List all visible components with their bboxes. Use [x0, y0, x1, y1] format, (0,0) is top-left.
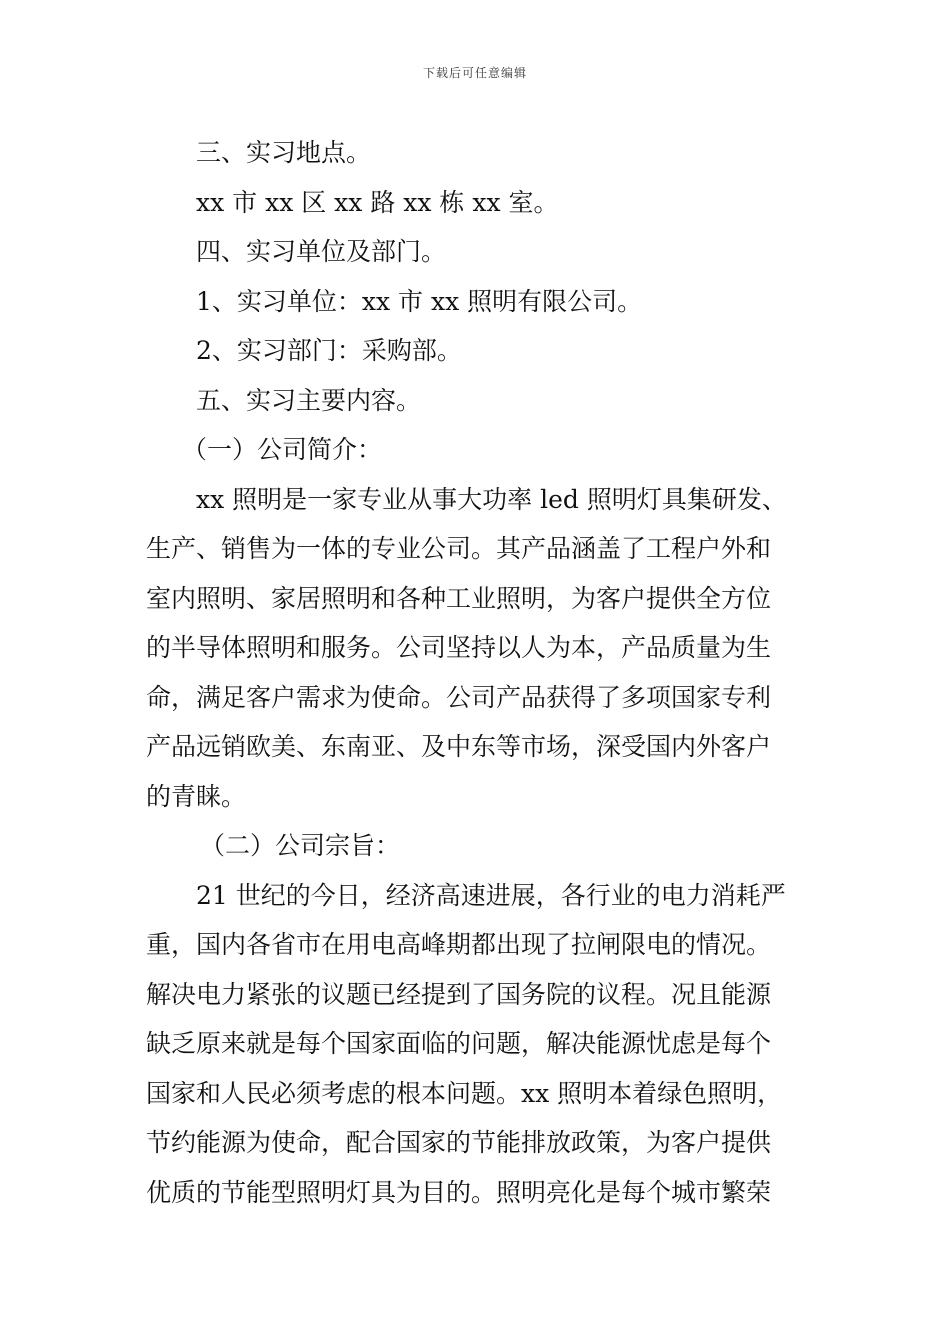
paragraph-line: 缺乏原来就是每个国家面临的问题，解决能源忧虑是每个 [146, 1029, 772, 1058]
section-heading-unit: 四、实习单位及部门。 [196, 237, 447, 266]
paragraph-line: xx 照明是一家专业从事大功率 led 照明灯具集研发、 [196, 484, 787, 514]
paragraph-line: 的半导体照明和服务。公司坚持以人为本，产品质量为生 [146, 633, 772, 662]
unit-item-company: 1、实习单位：xx 市 xx 照明有限公司。 [196, 286, 643, 316]
company-purpose-paragraph [146, 871, 814, 1218]
subsection-heading-purpose: （二）公司宗旨： [200, 831, 401, 860]
section-heading-location: 三、实习地点。 [196, 138, 372, 167]
location-text: xx 市 xx 区 xx 路 xx 栋 xx 室。 [196, 187, 559, 217]
paragraph-line: 节约能源为使命，配合国家的节能排放政策，为客户提供 [146, 1128, 772, 1157]
section-heading-content: 五、实习主要内容。 [196, 385, 422, 415]
paragraph-line: 重，国内各省市在用电高峰期都出现了拉闸限电的情况。 [146, 930, 772, 959]
paragraph-line: 生产、销售为一体的专业公司。其产品涵盖了工程户外和 [146, 534, 772, 563]
company-profile-paragraph [146, 475, 814, 822]
paragraph-line: 室内照明、家居照明和各种工业照明，为客户提供全方位 [146, 583, 772, 613]
subsection-heading-profile: （一）公司简介： [182, 435, 383, 464]
document-body [146, 128, 814, 1217]
paragraph-line: 国家和人民必须考虑的根本问题。xx 照明本着绿色照明， [146, 1078, 783, 1108]
paragraph-line: 命，满足客户需求为使命。公司产品获得了多项国家专利 [146, 682, 772, 712]
paragraph-line: 优质的节能型照明灯具为目的。照明亮化是每个城市繁荣 [146, 1177, 772, 1207]
paragraph-line: 解决电力紧张的议题已经提到了国务院的议程。况且能源 [146, 979, 772, 1009]
unit-item-department: 2、实习部门：采购部。 [196, 336, 462, 365]
paragraph-line: 的青睐。 [146, 781, 247, 811]
header-note: 下载后可任意编辑 [422, 66, 527, 80]
paragraph-line: 21 世纪的今日，经济高速进展，各行业的电力消耗严 [196, 880, 786, 910]
paragraph-line: 产品远销欧美、东南亚、及中东等市场，深受国内外客户 [146, 732, 772, 761]
